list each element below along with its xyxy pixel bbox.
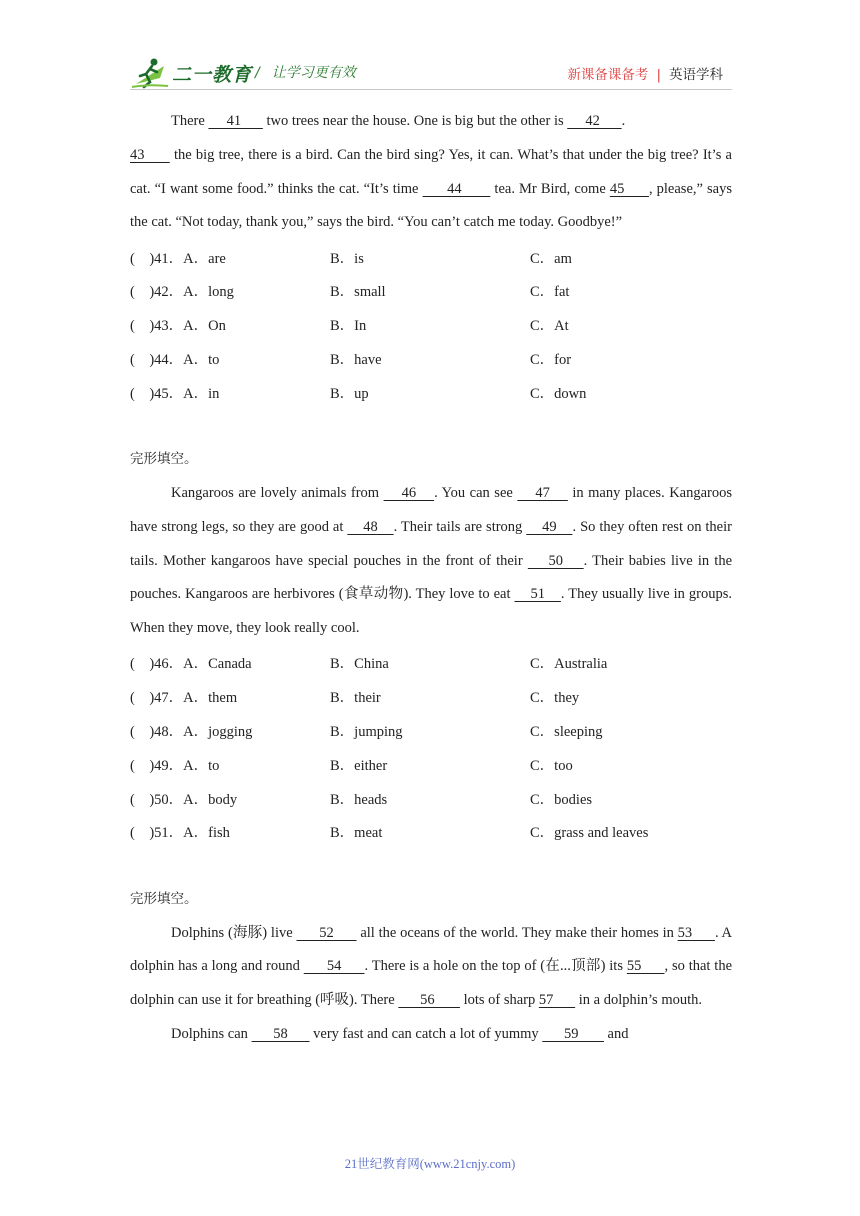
- question-option-b: B．either: [330, 757, 388, 774]
- text-run: .: [621, 113, 626, 129]
- answer-blank: 43: [130, 146, 170, 163]
- section-title-2: 完形填空。: [130, 451, 198, 468]
- text-run: . So they often rest on their tails. Mother kangaroos have special pouches in the front of their: [130, 518, 732, 569]
- question-option-b: B．their: [330, 690, 381, 707]
- question-option-a: ( )44．A．to: [130, 351, 220, 368]
- question-row: [130, 747, 732, 781]
- text-run: There: [171, 113, 209, 129]
- document-body: [130, 105, 732, 1052]
- question-option-a: ( )41．A．are: [130, 250, 226, 267]
- question-option-c: C．am: [530, 250, 572, 267]
- answer-blank: 53: [677, 924, 715, 941]
- question-option-a: ( )43．A．On: [130, 318, 226, 335]
- text-run: in many places. Kangaroos have strong legs, so they are good at: [130, 484, 733, 535]
- answer-blank: 48: [347, 518, 394, 535]
- question-option-c: C．Australia: [530, 656, 608, 673]
- text-run: tea. Mr Bird, come: [490, 180, 610, 197]
- text-run: . Their babies live in the pouches. Kangaroos are herbivores (食草动物). They love to eat: [130, 552, 733, 603]
- question-option-a: ( )42．A．long: [130, 284, 234, 301]
- question-option-a: ( )47．A．them: [130, 690, 238, 707]
- question-option-b: B．China: [330, 656, 389, 673]
- header-divider: [130, 89, 732, 90]
- text-run: . They usually live in groups. When they move, they look really cool.: [130, 586, 732, 637]
- header-right: [567, 63, 723, 83]
- question-row: [130, 375, 732, 409]
- text-run: , so that the dolphin can use it for breathing (呼吸). There: [130, 958, 733, 1009]
- question-option-c: C．At: [530, 318, 569, 335]
- question-option-a: ( )51．A．fish: [130, 825, 230, 842]
- passage-2-text: [130, 477, 732, 646]
- question-option-a: ( )46．A．Canada: [130, 656, 252, 673]
- text-run: lots of sharp: [459, 992, 539, 1009]
- slogan: / 让学习更有效: [255, 65, 356, 81]
- answer-blank: 45: [609, 180, 649, 197]
- text-run: very fast and can catch a lot of yummy: [309, 1025, 543, 1042]
- answer-blank: 42: [567, 113, 622, 129]
- passage-2-options: [130, 646, 732, 849]
- question-option-b: B．small: [330, 284, 386, 301]
- question-option-b: B．have: [330, 351, 382, 368]
- question-option-c: C．too: [530, 757, 573, 774]
- header-label-course: 新课备课备考: [567, 67, 649, 83]
- answer-blank: 52: [296, 924, 357, 941]
- logo-text: 二一教育: [172, 63, 253, 86]
- text-run: all the oceans of the world. They make their homes in: [356, 924, 678, 941]
- answer-blank: 51: [514, 586, 561, 603]
- passage-1-options: [130, 240, 732, 409]
- question-option-b: B．In: [330, 318, 367, 335]
- answer-blank: 41: [208, 113, 263, 129]
- question-row: [130, 714, 732, 748]
- text-run: . There is a hole on the top of (在...顶部) its: [364, 958, 627, 975]
- answer-blank: 49: [526, 518, 573, 535]
- text-run: Dolphins can: [171, 1025, 252, 1042]
- question-option-a: ( )45．A．in: [130, 385, 220, 402]
- question-row: [130, 240, 732, 274]
- answer-blank: 59: [542, 1025, 604, 1042]
- page-footer: 21世纪教育网(www.21cnjy.com): [344, 1157, 516, 1171]
- passage-3-paragraph-2: [130, 1018, 732, 1052]
- question-row: [130, 342, 732, 376]
- question-row: [130, 680, 732, 714]
- question-option-c: C．grass and leaves: [530, 825, 649, 842]
- question-option-c: C．sleeping: [530, 723, 603, 740]
- text-run: two trees near the house. One is big but the other is: [262, 113, 568, 129]
- header-label-subject: 英语学科: [669, 67, 723, 83]
- question-option-b: B．up: [330, 385, 369, 402]
- question-row: [130, 274, 732, 308]
- question-option-b: B．is: [330, 250, 364, 267]
- answer-blank: 50: [527, 552, 584, 569]
- answer-blank: 54: [303, 958, 365, 975]
- question-row: [130, 781, 732, 815]
- answer-blank: 46: [383, 484, 435, 501]
- question-option-b: B．meat: [330, 825, 383, 842]
- question-row: [130, 646, 732, 680]
- slogan-text: 让学习更有效: [271, 65, 356, 81]
- answer-blank: 55: [626, 958, 665, 975]
- question-row: [130, 815, 732, 849]
- text-run: the big tree, there is a bird. Can the bird sing? Yes, it can. What’s that under the big tree? It’s a cat. “I want some food.” thinks the cat. “It’s time: [130, 146, 732, 197]
- question-option-c: C．for: [530, 351, 572, 368]
- text-run: , please,” says the cat. “Not today, thank you,” says the bird. “You can’t catch me today. Goodbye!”: [130, 180, 733, 231]
- answer-blank: 56: [398, 992, 460, 1009]
- question-option-c: C．bodies: [530, 791, 593, 808]
- section-title-3: 完形填空。: [130, 890, 198, 907]
- text-run: . Their tails are strong: [393, 518, 527, 535]
- text-run: and: [603, 1025, 629, 1042]
- text-run: . You can see: [434, 484, 518, 501]
- question-option-c: C．down: [530, 385, 587, 402]
- question-row: [130, 308, 732, 342]
- passage-1-text: [130, 105, 732, 240]
- question-option-c: C．fat: [530, 284, 570, 301]
- text-run: Dolphins (海豚) live: [171, 924, 297, 941]
- page-header: [0, 0, 860, 95]
- question-option-b: B．jumping: [330, 723, 403, 740]
- text-run: in a dolphin’s mouth.: [575, 992, 702, 1009]
- question-option-a: ( )49．A．to: [130, 757, 220, 774]
- question-option-a: ( )50．A．body: [130, 791, 238, 808]
- text-run: Kangaroos are lovely animals from: [171, 484, 384, 501]
- brand-logo: [130, 55, 252, 91]
- header-separator: |: [656, 67, 661, 83]
- answer-blank: 58: [251, 1025, 310, 1042]
- text-run: . A dolphin has a long and round: [130, 924, 733, 975]
- runner-logo-icon: [130, 56, 170, 90]
- question-option-a: ( )48．A．jogging: [130, 723, 253, 740]
- question-option-b: B．heads: [330, 791, 388, 808]
- answer-blank: 44: [422, 180, 491, 197]
- passage-3-paragraph-1: [130, 917, 732, 1018]
- question-option-c: C．they: [530, 690, 580, 707]
- answer-blank: 57: [538, 992, 576, 1009]
- answer-blank: 47: [517, 484, 568, 501]
